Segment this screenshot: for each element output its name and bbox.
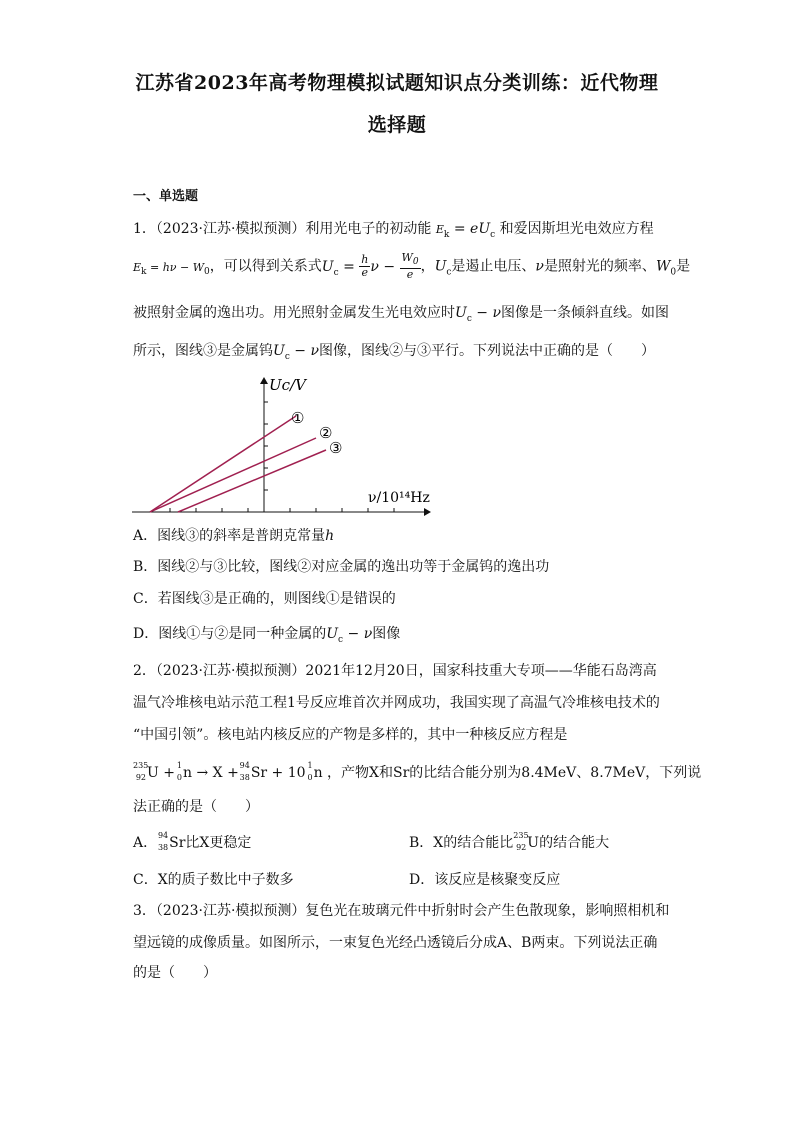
q3-line2: 望远镜的成像质量。如图所示，一束复色光经凸透镜后分成A、B两束。下列说法正确	[133, 935, 658, 951]
q2-line3: “中国引领”。核电站内核反应的产物是多样的，其中一种核反应方程是	[133, 727, 568, 743]
uc-nu-graph	[130, 370, 450, 520]
q3-line1: 3．（2023·江苏·模拟预测）复色光在玻璃元件中折射时会产生色散现象，影响照相机和	[133, 903, 670, 919]
q2-line1: 2．（2023·江苏·模拟预测）2021年12月20日，国家科技重大专项——华能石岛湾高	[133, 663, 657, 679]
q1-line4: 所示，图线③是金属钨$U_c - \nu$图像，图线②与③平行。下列说法中正确的是（ ）	[133, 343, 656, 362]
graph-line-1	[150, 416, 296, 512]
graph-label-2: ②	[319, 424, 333, 442]
x-axis-label: ν/10¹⁴Hz	[368, 490, 430, 506]
formula-ek: $E_k = eU_c$	[435, 221, 496, 240]
q1-line1: 1．（2023·江苏·模拟预测）利用光电子的初动能 $E_k = eU_c$ 和爱因斯坦光电效应方程	[133, 221, 654, 240]
q2-option-a[interactable]: A． 94 38 Sr比X更稳定	[133, 831, 252, 852]
y-axis-label: Uc/V	[269, 376, 306, 394]
q1-line2: $E_k = h\nu - W_0$，可以得到关系式$U_c$ = $\frac{h}{e}$ ν − $\frac{W_0}{e}$ ，$U_c$是遏止电压、ν是照射光的频率、$W_0$是	[133, 251, 691, 282]
graph-label-1: ①	[291, 409, 305, 427]
section-heading: 一、单选题	[133, 189, 199, 204]
q2-option-c[interactable]: C．X的质子数比中子数多	[133, 872, 294, 888]
nuclear-equation: 235 92 U + 1 0 n → X + 94 38 Sr + 10 1 0 n	[133, 761, 323, 782]
graph-line-3	[178, 450, 326, 512]
formula-relation: $U_c$ = $\frac{h}{e}$ ν − $\frac{W_0}{e}$	[321, 251, 419, 282]
formula-einstein: $E_k = h\nu - W_0$	[133, 260, 210, 277]
q2-option-d[interactable]: D．该反应是核聚变反应	[409, 872, 561, 888]
q1-option-a[interactable]: A．图线③的斜率是普朗克常量h	[133, 528, 335, 544]
q1-option-c[interactable]: C．若图线③是正确的，则图线①是错误的	[133, 591, 396, 607]
document-title-line2: 选择题	[367, 114, 427, 136]
q3-line3: 的是（ ）	[133, 965, 217, 981]
q2-line2: 温气冷堆核电站示范工程1号反应堆首次并网成功，我国实现了高温气冷堆核电技术的	[133, 695, 660, 711]
q2-line5: 法正确的是（ ）	[133, 799, 259, 815]
document-title-line1: 江苏省2023年高考物理模拟试题知识点分类训练：近代物理	[135, 72, 659, 94]
q1-line3: 被照射金属的逸出功。用光照射金属发生光电效应时$U_c - \nu$图像是一条倾斜直线。如图	[133, 305, 670, 324]
q1-option-d[interactable]: D．图线①与②是同一种金属的$U_c - \nu$图像	[133, 626, 401, 645]
q1-option-b[interactable]: B．图线②与③比较，图线②对应金属的逸出功等于金属钨的逸出功	[133, 559, 550, 575]
graph-line-2	[150, 438, 316, 512]
graph-label-3: ③	[329, 439, 343, 457]
q2-option-b[interactable]: B．X的结合能比 235 92 U的结合能大	[409, 831, 610, 852]
q2-line4: 235 92 U + 1 0 n → X + 94 38 Sr + 10 1 0 n ，产物X和Sr的比结合能分别为8.4MeV、8.7MeV，下列说	[133, 761, 702, 782]
